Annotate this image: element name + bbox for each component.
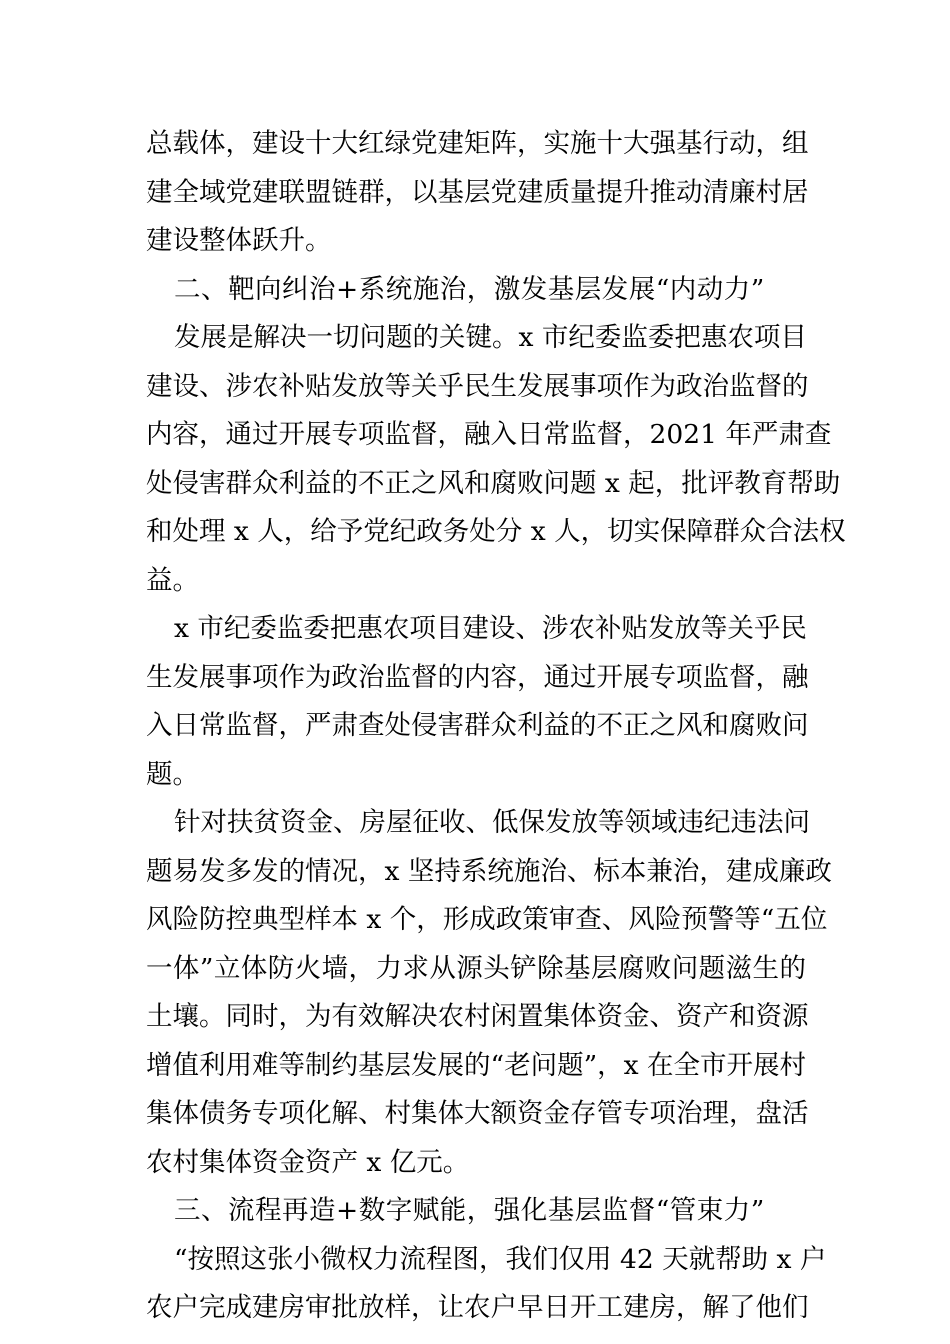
section-heading-line: 三、流程再造+数字赋能，强化基层监督“管束力” (174, 1195, 765, 1226)
paragraph-line: “按照这张小微权力流程图，我们仅用 42 天就帮助 x 户 (174, 1243, 827, 1275)
section-heading-line: 二、靶向纠治+系统施治，激发基层发展“内动力” (174, 273, 765, 305)
paragraph-line: 总载体，建设十大红绿党建矩阵，实施十大强基行动，组 (146, 128, 809, 159)
paragraph-line: 题易发多发的情况，x 坚持系统施治、标本兼治，建成廉政 (146, 855, 832, 887)
paragraph-line: 处侵害群众利益的不正之风和腐败问题 x 起，批评教育帮助 (146, 467, 841, 499)
paragraph-line: 一体”立体防火墙，力求从源头铲除基层腐败问题滋生的 (146, 952, 806, 984)
paragraph-line: 和处理 x 人，给予党纪政务处分 x 人，切实保障群众合法权 (146, 516, 846, 547)
paragraph-line: 风险防控典型样本 x 个，形成政策审查、风险预警等“五位 (146, 904, 828, 935)
paragraph-line: 入日常监督，严肃查处侵害群众利益的不正之风和腐败问 (146, 710, 809, 741)
paragraph-line: 发展是解决一切问题的关键。x 市纪委监委把惠农项目 (174, 322, 807, 353)
paragraph-line: 题。 (146, 758, 199, 790)
paragraph-line: x 市纪委监委把惠农项目建设、涉农补贴发放等关乎民 (174, 613, 807, 644)
paragraph-line: 建设整体跃升。 (146, 225, 332, 256)
paragraph-line: 集体债务专项化解、村集体大额资金存管专项治理，盘活 (146, 1098, 809, 1129)
paragraph-line: 内容，通过开展专项监督，融入日常监督，2021 年严肃查 (146, 419, 832, 450)
paragraph-line: 农村集体资金资产 x 亿元。 (146, 1146, 470, 1178)
paragraph-line: 益。 (146, 564, 199, 596)
paragraph-line: 生发展事项作为政治监督的内容，通过开展专项监督，融 (146, 661, 809, 693)
document-body (146, 120, 846, 1333)
paragraph-line: 建全域党建联盟链群，以基层党建质量提升推动清廉村居 (146, 176, 809, 208)
paragraph-line: 建设、涉农补贴发放等关乎民生发展事项作为政治监督的 (146, 370, 809, 402)
paragraph-line: 农户完成建房审批放样，让农户早日开工建房，解了他们 (146, 1292, 809, 1323)
paragraph-line: 针对扶贫资金、房屋征收、低保发放等领域违纪违法问 (174, 807, 810, 838)
paragraph-line: 增值利用难等制约基层发展的“老问题”，x 在全市开展村 (146, 1049, 806, 1081)
paragraph-line: 土壤。同时，为有效解决农村闲置集体资金、资产和资源 (146, 1001, 809, 1032)
